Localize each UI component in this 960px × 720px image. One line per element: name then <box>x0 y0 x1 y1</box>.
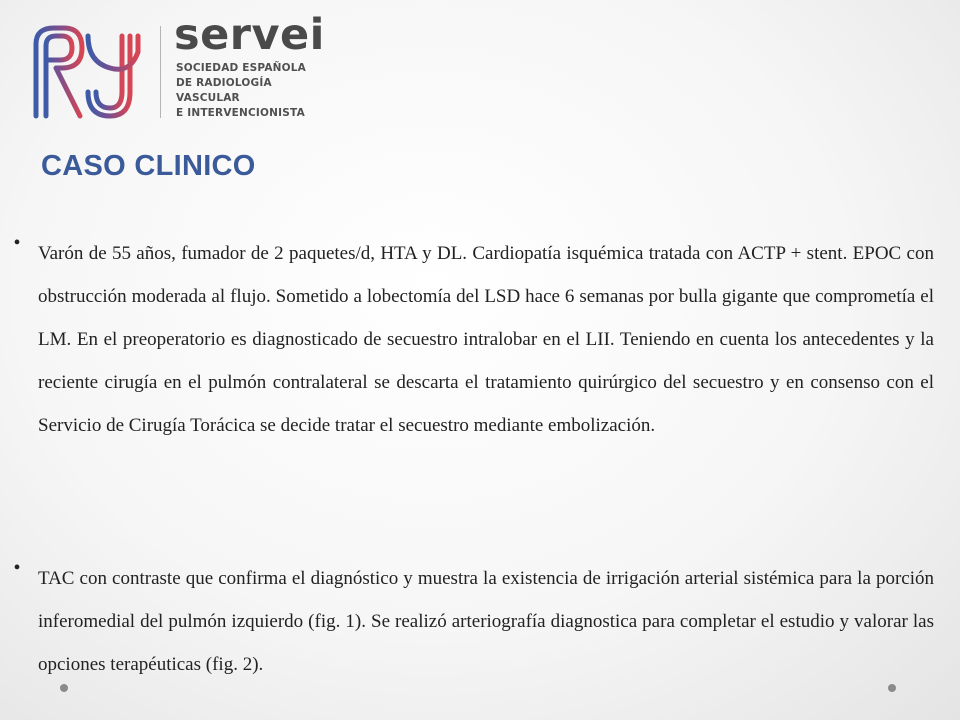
slide-title: CASO CLINICO <box>41 150 256 182</box>
logo-subtitle-line: VASCULAR <box>176 92 240 104</box>
bullet-marker: • <box>13 232 21 254</box>
footer-dot-left <box>60 684 68 692</box>
footer-dot-right <box>888 684 896 692</box>
logo-subtitle-line: SOCIEDAD ESPAÑOLA <box>176 62 307 74</box>
bullet-text: Varón de 55 años, fumador de 2 paquetes/d, HTA y DL. Cardiopatía isquémica tratada con ACTP + stent. EPOC con obstrucción moderada al flujo. Sometido a lobectomía del LSD hace 6 semanas por bulla gigante que comprometía el LM. En el preoperatorio es diagnosticado de secuestro intralobar en el LII. Teniendo en cuenta los antecedentes y la reciente cirugía en el pulmón contralateral se descarta el tratamiento quirúrgico del secuestro y en consenso con el Servicio de Cirugía Torácica se decide tratar el secuestro mediante embolización. <box>38 243 934 436</box>
logo-name: servei <box>174 10 325 60</box>
logo-subtitle-line: DE RADIOLOGÍA <box>176 77 272 89</box>
logo-divider <box>160 26 161 118</box>
logo-subtitle-line: E INTERVENCIONISTA <box>176 107 305 119</box>
servei-logo-icon <box>30 22 150 122</box>
bullet-marker: • <box>13 557 21 579</box>
bullet-text: TAC con contraste que confirma el diagnóstico y muestra la existencia de irrigación arterial sistémica para la porción inferomedial del pulmón izquierdo (fig. 1). Se realizó arteriografía diagnostica para completar el estudio y valorar las opciones terapéuticas (fig. 2). <box>38 568 934 675</box>
logo-subtitle <box>176 61 306 121</box>
